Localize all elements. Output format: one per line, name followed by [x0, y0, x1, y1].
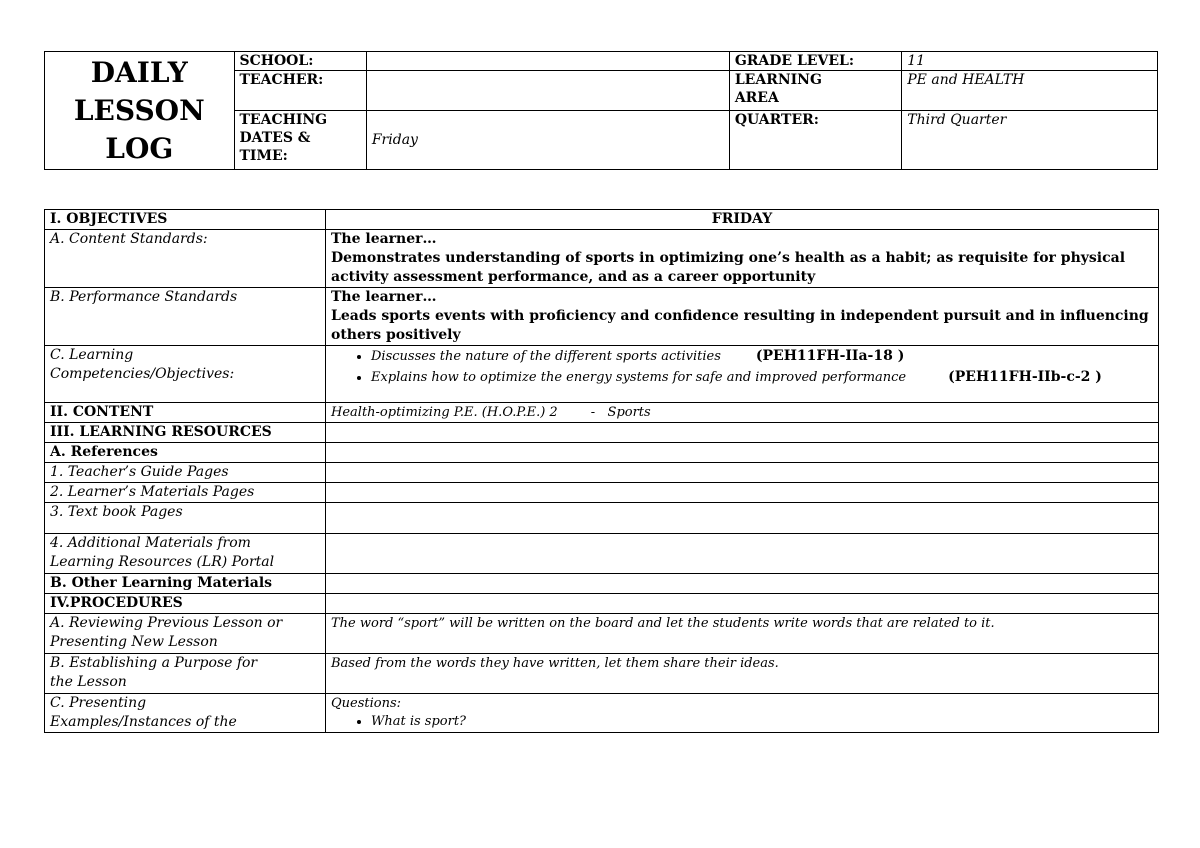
learning-resources-cell[interactable]: [326, 423, 1159, 443]
day-heading: FRIDAY: [326, 210, 1159, 230]
title-line-3: LOG: [105, 131, 174, 165]
reviewing-label-line-2: Presenting New Lesson: [50, 634, 218, 650]
table-row: [45, 210, 1159, 230]
title-line-1: DAILY: [90, 55, 188, 89]
learning-area-label: [729, 71, 901, 111]
presenting-cell[interactable]: [326, 694, 1159, 733]
other-materials-cell[interactable]: [326, 574, 1159, 594]
teaching-dates-label-line-3: TIME:: [239, 148, 288, 164]
learning-area-label-line-1: LEARNING: [734, 72, 822, 88]
teacher-label: TEACHER:: [234, 71, 366, 111]
quarter-field[interactable]: Third Quarter: [902, 111, 1158, 170]
document-title: [45, 52, 235, 170]
textbook-cell[interactable]: [326, 503, 1159, 534]
table-row: [45, 403, 1159, 423]
competency-text: Discusses the nature of the different sports activities: [371, 349, 721, 364]
teaching-dates-label-line-2: DATES &: [239, 130, 311, 146]
content-standards-line-3: activity assessment performance, and as a career opportunity: [331, 269, 816, 285]
other-materials-label: B. Other Learning Materials: [45, 574, 326, 594]
learners-materials-label: 2. Learner’s Materials Pages: [45, 483, 326, 503]
table-row: [45, 654, 1159, 694]
title-line-2: LESSON: [73, 93, 205, 127]
school-field[interactable]: [366, 52, 729, 71]
additional-materials-label: [45, 534, 326, 574]
references-cell[interactable]: [326, 443, 1159, 463]
table-row: [45, 534, 1159, 574]
additional-materials-line-1: 4. Additional Materials from: [50, 535, 251, 551]
learning-area-label-line-2: AREA: [734, 90, 779, 106]
grade-level-label: GRADE LEVEL:: [729, 52, 901, 71]
reviewing-value[interactable]: The word “sport” will be written on the board and let the students write words that are related to it.: [326, 614, 1159, 654]
questions-label: Questions:: [331, 696, 402, 711]
competency-item: [371, 367, 1153, 388]
table-row: [45, 574, 1159, 594]
content-standards-line-2: Demonstrates understanding of sports in optimizing one’s health as a habit; as requisite for physical: [331, 250, 1126, 266]
additional-materials-line-2: Learning Resources (LR) Portal: [50, 554, 275, 570]
table-row: [45, 423, 1159, 443]
purpose-value[interactable]: Based from the words they have written, let them share their ideas.: [326, 654, 1159, 694]
table-row: [45, 230, 1159, 288]
teaching-dates-field[interactable]: Friday: [366, 111, 729, 170]
table-row: [45, 594, 1159, 614]
question-item: • What is sport?: [371, 713, 1153, 730]
purpose-label: [45, 654, 326, 694]
table-row: [45, 614, 1159, 654]
performance-standards-cell[interactable]: [326, 288, 1159, 346]
teaching-dates-label-line-1: TEACHING: [239, 112, 328, 128]
teacher-field[interactable]: [366, 71, 729, 111]
table-row: [45, 694, 1159, 733]
presenting-label-line-1: C. Presenting: [50, 695, 147, 711]
competency-code: (PEH11FH-IIb-c-2 ): [948, 369, 1102, 385]
teachers-guide-cell[interactable]: [326, 463, 1159, 483]
competency-text: Explains how to optimize the energy systems for safe and improved performance: [371, 370, 907, 385]
header-table: [44, 51, 1158, 170]
teachers-guide-label: 1. Teacher’s Guide Pages: [45, 463, 326, 483]
lesson-log-table: [44, 209, 1159, 733]
content-standards-cell[interactable]: [326, 230, 1159, 288]
performance-standards-label: B. Performance Standards: [45, 288, 326, 346]
table-row: [45, 483, 1159, 503]
table-row: [45, 463, 1159, 483]
teaching-dates-label: [234, 111, 366, 170]
competencies-label-line-2: Competencies/Objectives:: [50, 366, 235, 382]
competency-code: (PEH11FH-IIa-18 ): [755, 348, 905, 364]
performance-standards-line-1: The learner…: [331, 289, 437, 305]
table-row: [45, 346, 1159, 403]
questions-list: [331, 713, 1153, 730]
additional-materials-cell[interactable]: [326, 534, 1159, 574]
content-standards-line-1: The learner…: [331, 231, 437, 247]
table-row: [45, 288, 1159, 346]
table-row: [45, 443, 1159, 463]
performance-standards-line-3: others positively: [331, 327, 461, 343]
learners-materials-cell[interactable]: [326, 483, 1159, 503]
competency-item: [371, 346, 1153, 367]
procedures-label: IV.PROCEDURES: [45, 594, 326, 614]
competencies-label-line-1: C. Learning: [50, 347, 134, 363]
performance-standards-line-2: Leads sports events with proficiency and confidence resulting in independent pursuit and in influencing: [331, 308, 1149, 324]
objectives-heading: I. OBJECTIVES: [45, 210, 326, 230]
content-label: II. CONTENT: [45, 403, 326, 423]
learning-area-field[interactable]: PE and HEALTH: [902, 71, 1158, 111]
presenting-label-line-2: Examples/Instances of the: [50, 714, 237, 730]
textbook-label: 3. Text book Pages: [45, 503, 326, 534]
reviewing-label: [45, 614, 326, 654]
competencies-label: [45, 346, 326, 403]
grade-level-field[interactable]: 11: [902, 52, 1158, 71]
quarter-label: QUARTER:: [729, 111, 901, 170]
learning-resources-label: III. LEARNING RESOURCES: [45, 423, 326, 443]
presenting-label: [45, 694, 326, 733]
purpose-label-line-1: B. Establishing a Purpose for: [50, 655, 258, 671]
content-value[interactable]: Health-optimizing P.E. (H.O.P.E.) 2 - Sports: [326, 403, 1159, 423]
table-row: [45, 503, 1159, 534]
competencies-list: [331, 346, 1153, 388]
school-label: SCHOOL:: [234, 52, 366, 71]
references-label: A. References: [45, 443, 326, 463]
reviewing-label-line-1: A. Reviewing Previous Lesson or: [50, 615, 283, 631]
competencies-cell[interactable]: [326, 346, 1159, 403]
procedures-cell[interactable]: [326, 594, 1159, 614]
purpose-label-line-2: the Lesson: [50, 674, 127, 690]
content-standards-label: A. Content Standards:: [45, 230, 326, 288]
